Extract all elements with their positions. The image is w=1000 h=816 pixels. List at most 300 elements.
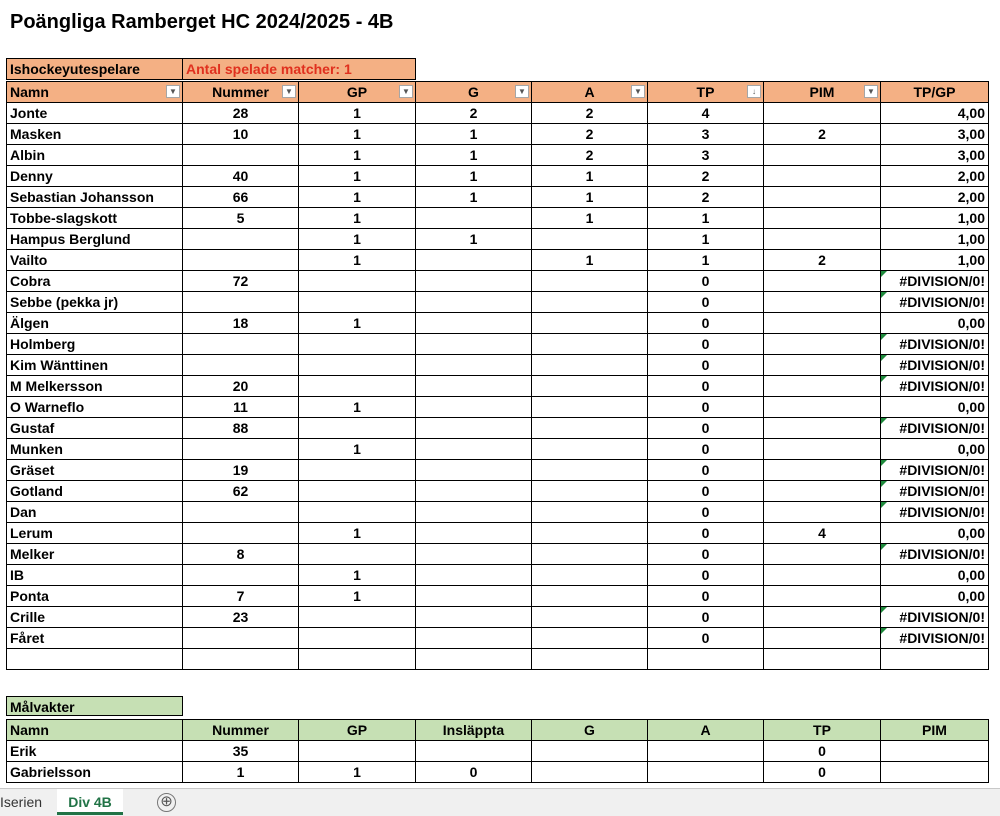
cell-g[interactable]: 1: [416, 187, 532, 208]
table-row: [7, 292, 989, 313]
cell-a[interactable]: 1: [532, 187, 648, 208]
cell-a[interactable]: [532, 565, 648, 586]
table-row: [7, 544, 989, 565]
cell-nummer[interactable]: 40: [183, 166, 299, 187]
cell-a[interactable]: [532, 481, 648, 502]
cell-namn[interactable]: Gotland: [7, 481, 183, 502]
cell-a[interactable]: [532, 313, 648, 334]
cell-tp-gp[interactable]: #DIVISION/0!: [881, 460, 989, 481]
error-indicator-icon: [881, 481, 887, 487]
cell-tp[interactable]: 0: [648, 418, 764, 439]
cell-tp-gp[interactable]: #DIVISION/0!: [881, 418, 989, 439]
cell-nummer[interactable]: 18: [183, 313, 299, 334]
table-row: [7, 586, 989, 607]
cell-g[interactable]: [416, 628, 532, 649]
cell-pim[interactable]: 2: [764, 250, 881, 271]
cell-pim[interactable]: [764, 628, 881, 649]
skaters-section-label[interactable]: Ishockeyutespelare: [7, 59, 183, 80]
cell-tp[interactable]: 0: [648, 523, 764, 544]
cell-pim[interactable]: [764, 166, 881, 187]
cell-a[interactable]: 2: [532, 103, 648, 124]
sheet-tab-bar: [0, 788, 1000, 816]
table-row: [7, 166, 989, 187]
cell-pim[interactable]: [764, 565, 881, 586]
cell-a[interactable]: 1: [532, 250, 648, 271]
cell-tp-gp[interactable]: #DIVISION/0!: [881, 502, 989, 523]
cell-gp[interactable]: [299, 271, 416, 292]
goalie-cell-insläppta[interactable]: [416, 741, 532, 762]
cell-tp-gp[interactable]: 1,00: [881, 208, 989, 229]
cell-tp[interactable]: 2: [648, 166, 764, 187]
cell-tp[interactable]: 1: [648, 250, 764, 271]
cell-gp[interactable]: [299, 502, 416, 523]
goalie-cell-gp[interactable]: 1: [299, 762, 416, 783]
goalie-cell-pim[interactable]: [881, 762, 989, 783]
cell-gp[interactable]: 1: [299, 523, 416, 544]
cell-namn[interactable]: Masken: [7, 124, 183, 145]
cell-pim[interactable]: 4: [764, 523, 881, 544]
cell-pim[interactable]: [764, 334, 881, 355]
filter-dropdown-icon[interactable]: ▼: [399, 85, 413, 98]
cell-pim[interactable]: [764, 418, 881, 439]
cell-tp-gp[interactable]: 0,00: [881, 397, 989, 418]
table-row: [7, 250, 989, 271]
column-header-tp[interactable]: [648, 82, 764, 103]
cell-gp[interactable]: [299, 376, 416, 397]
error-indicator-icon: [881, 607, 887, 613]
cell-g[interactable]: 1: [416, 166, 532, 187]
goalie-column-header-g[interactable]: G: [532, 720, 648, 741]
cell-tp[interactable]: 0: [648, 397, 764, 418]
cell-a[interactable]: 2: [532, 145, 648, 166]
cell-tp-gp[interactable]: 4,00: [881, 103, 989, 124]
cell-a[interactable]: 1: [532, 166, 648, 187]
cell-tp-gp[interactable]: #DIVISION/0!: [881, 271, 989, 292]
cell-gp[interactable]: 1: [299, 124, 416, 145]
cell-gp[interactable]: 1: [299, 103, 416, 124]
cell-tp[interactable]: 0: [648, 607, 764, 628]
table-row: [7, 649, 989, 670]
cell-g[interactable]: 1: [416, 145, 532, 166]
column-header-label: GP: [346, 84, 368, 100]
cell-g[interactable]: [416, 565, 532, 586]
cell-a[interactable]: [532, 460, 648, 481]
cell-nummer[interactable]: [183, 502, 299, 523]
cell-nummer[interactable]: 62: [183, 481, 299, 502]
cell-nummer[interactable]: 7: [183, 586, 299, 607]
cell-namn[interactable]: M Melkersson: [7, 376, 183, 397]
table-row: [7, 439, 989, 460]
error-indicator-icon: [881, 460, 887, 466]
cell-namn[interactable]: Dan: [7, 502, 183, 523]
cell-a[interactable]: [532, 649, 648, 670]
cell-namn[interactable]: Sebastian Johansson: [7, 187, 183, 208]
cell-a[interactable]: [532, 355, 648, 376]
goalies-section-label[interactable]: Målvakter: [6, 696, 183, 716]
cell-pim[interactable]: [764, 460, 881, 481]
cell-a[interactable]: [532, 376, 648, 397]
cell-a[interactable]: [532, 628, 648, 649]
cell-nummer[interactable]: 20: [183, 376, 299, 397]
goalie-cell-namn[interactable]: Erik: [7, 741, 183, 762]
cell-tp[interactable]: 0: [648, 544, 764, 565]
cell-pim[interactable]: [764, 187, 881, 208]
column-header-nummer[interactable]: [183, 82, 299, 103]
cell-tp[interactable]: 3: [648, 145, 764, 166]
cell-gp[interactable]: 1: [299, 439, 416, 460]
filter-dropdown-icon[interactable]: ▼: [282, 85, 296, 98]
cell-gp[interactable]: 1: [299, 586, 416, 607]
cell-tp-gp[interactable]: [881, 649, 989, 670]
cell-g[interactable]: 1: [416, 124, 532, 145]
cell-nummer[interactable]: [183, 523, 299, 544]
cell-namn[interactable]: IB: [7, 565, 183, 586]
cell-g[interactable]: [416, 355, 532, 376]
cell-pim[interactable]: [764, 607, 881, 628]
cell-gp[interactable]: 1: [299, 565, 416, 586]
table-row: [7, 628, 989, 649]
cell-nummer[interactable]: [183, 439, 299, 460]
filter-dropdown-icon[interactable]: ▼: [864, 85, 878, 98]
cell-namn[interactable]: Munken: [7, 439, 183, 460]
cell-namn[interactable]: Crille: [7, 607, 183, 628]
cell-pim[interactable]: [764, 397, 881, 418]
cell-tp[interactable]: 0: [648, 376, 764, 397]
cell-tp-gp[interactable]: 0,00: [881, 313, 989, 334]
goalie-column-header-pim[interactable]: PIM: [881, 720, 989, 741]
cell-tp-gp[interactable]: #DIVISION/0!: [881, 355, 989, 376]
error-indicator-icon: [881, 628, 887, 634]
cell-g[interactable]: [416, 607, 532, 628]
cell-pim[interactable]: [764, 313, 881, 334]
goalie-cell-gp[interactable]: [299, 741, 416, 762]
cell-nummer[interactable]: [183, 649, 299, 670]
cell-gp[interactable]: [299, 334, 416, 355]
cell-tp-gp[interactable]: 1,00: [881, 229, 989, 250]
cell-gp[interactable]: 1: [299, 397, 416, 418]
goalie-column-header-tp[interactable]: TP: [764, 720, 881, 741]
cell-nummer[interactable]: 8: [183, 544, 299, 565]
cell-pim[interactable]: [764, 355, 881, 376]
goalie-cell-pim[interactable]: [881, 741, 989, 762]
cell-pim[interactable]: [764, 439, 881, 460]
cell-nummer[interactable]: [183, 565, 299, 586]
goalie-cell-g[interactable]: [532, 741, 648, 762]
table-row: [7, 208, 989, 229]
cell-nummer[interactable]: [183, 250, 299, 271]
cell-tp-gp[interactable]: 2,00: [881, 187, 989, 208]
cell-a[interactable]: [532, 418, 648, 439]
goalie-column-header-namn[interactable]: Namn: [7, 720, 183, 741]
goalie-cell-tp[interactable]: 0: [764, 741, 881, 762]
cell-tp[interactable]: 0: [648, 502, 764, 523]
filter-dropdown-icon[interactable]: ▼: [631, 85, 645, 98]
cell-g[interactable]: 2: [416, 103, 532, 124]
cell-namn[interactable]: Hampus Berglund: [7, 229, 183, 250]
column-header-label: Nummer: [212, 84, 269, 100]
cell-gp[interactable]: 1: [299, 229, 416, 250]
cell-pim[interactable]: [764, 229, 881, 250]
cell-gp[interactable]: 1: [299, 313, 416, 334]
cell-pim[interactable]: [764, 649, 881, 670]
cell-g[interactable]: [416, 586, 532, 607]
cell-tp[interactable]: 1: [648, 229, 764, 250]
cell-tp[interactable]: 0: [648, 586, 764, 607]
cell-nummer[interactable]: [183, 628, 299, 649]
cell-g[interactable]: [416, 313, 532, 334]
cell-pim[interactable]: [764, 586, 881, 607]
cell-tp-gp[interactable]: #DIVISION/0!: [881, 376, 989, 397]
cell-gp[interactable]: [299, 460, 416, 481]
cell-nummer[interactable]: 5: [183, 208, 299, 229]
cell-namn[interactable]: O Warneflo: [7, 397, 183, 418]
cell-tp[interactable]: [648, 649, 764, 670]
cell-tp-gp[interactable]: 2,00: [881, 166, 989, 187]
cell-namn[interactable]: Tobbe-slagskott: [7, 208, 183, 229]
cell-g[interactable]: [416, 292, 532, 313]
cell-pim[interactable]: [764, 502, 881, 523]
cell-pim[interactable]: [764, 208, 881, 229]
cell-namn[interactable]: Gustaf: [7, 418, 183, 439]
cell-gp[interactable]: [299, 292, 416, 313]
cell-namn[interactable]: Fåret: [7, 628, 183, 649]
column-header-a[interactable]: [532, 82, 648, 103]
cell-nummer[interactable]: [183, 292, 299, 313]
cell-g[interactable]: [416, 544, 532, 565]
error-indicator-icon: [881, 292, 887, 298]
goalie-column-header-a[interactable]: A: [648, 720, 764, 741]
table-row: [7, 355, 989, 376]
cell-pim[interactable]: [764, 481, 881, 502]
cell-gp[interactable]: [299, 544, 416, 565]
cell-g[interactable]: [416, 250, 532, 271]
cell-g[interactable]: [416, 481, 532, 502]
cell-a[interactable]: [532, 229, 648, 250]
cell-tp[interactable]: 0: [648, 565, 764, 586]
cell-tp-gp[interactable]: 0,00: [881, 523, 989, 544]
cell-nummer[interactable]: 28: [183, 103, 299, 124]
goalie-column-header-insläppta[interactable]: Insläppta: [416, 720, 532, 741]
cell-tp-gp[interactable]: 0,00: [881, 565, 989, 586]
sheet-tab-div-4b[interactable]: Div 4B: [57, 789, 123, 815]
cell-tp-gp[interactable]: 3,00: [881, 124, 989, 145]
cell-a[interactable]: [532, 271, 648, 292]
cell-namn[interactable]: Holmberg: [7, 334, 183, 355]
cell-nummer[interactable]: 10: [183, 124, 299, 145]
cell-pim[interactable]: [764, 145, 881, 166]
filter-dropdown-icon[interactable]: ▼: [166, 85, 180, 98]
cell-namn[interactable]: Albin: [7, 145, 183, 166]
sheet-tab-iserien[interactable]: Iserien: [0, 794, 43, 810]
table-row: [7, 502, 989, 523]
error-indicator-icon: [881, 334, 887, 340]
cell-a[interactable]: [532, 334, 648, 355]
skaters-table: [6, 81, 989, 670]
cell-tp[interactable]: 0: [648, 292, 764, 313]
cell-g[interactable]: [416, 397, 532, 418]
filter-dropdown-icon[interactable]: ▼: [515, 85, 529, 98]
cell-namn[interactable]: Denny: [7, 166, 183, 187]
error-indicator-icon: [881, 376, 887, 382]
cell-tp[interactable]: 0: [648, 271, 764, 292]
cell-g[interactable]: [416, 271, 532, 292]
cell-tp[interactable]: 0: [648, 334, 764, 355]
cell-nummer[interactable]: 23: [183, 607, 299, 628]
cell-gp[interactable]: [299, 418, 416, 439]
column-header-label: TP: [696, 84, 715, 100]
cell-tp[interactable]: 3: [648, 124, 764, 145]
cell-g[interactable]: [416, 523, 532, 544]
column-header-label: Namn: [10, 84, 49, 100]
cell-gp[interactable]: 1: [299, 208, 416, 229]
skaters-section-header: [6, 58, 416, 80]
cell-gp[interactable]: [299, 649, 416, 670]
cell-gp[interactable]: 1: [299, 166, 416, 187]
goalie-cell-a[interactable]: [648, 741, 764, 762]
cell-g[interactable]: 1: [416, 229, 532, 250]
goalie-cell-nummer[interactable]: 35: [183, 741, 299, 762]
cell-pim[interactable]: [764, 376, 881, 397]
error-indicator-icon: [881, 271, 887, 277]
cell-nummer[interactable]: 11: [183, 397, 299, 418]
cell-namn[interactable]: [7, 649, 183, 670]
cell-g[interactable]: [416, 334, 532, 355]
column-header-tp-gp[interactable]: [881, 82, 989, 103]
cell-namn[interactable]: Melker: [7, 544, 183, 565]
cell-a[interactable]: [532, 544, 648, 565]
goalie-cell-g[interactable]: [532, 762, 648, 783]
cell-tp[interactable]: 4: [648, 103, 764, 124]
cell-a[interactable]: [532, 523, 648, 544]
cell-tp-gp[interactable]: 1,00: [881, 250, 989, 271]
cell-tp[interactable]: 2: [648, 187, 764, 208]
column-header-label: TP/GP: [913, 84, 956, 100]
goalies-table: [6, 719, 989, 783]
cell-namn[interactable]: Ponta: [7, 586, 183, 607]
cell-gp[interactable]: [299, 628, 416, 649]
cell-a[interactable]: [532, 586, 648, 607]
cell-a[interactable]: 2: [532, 124, 648, 145]
table-row: [7, 103, 989, 124]
cell-pim[interactable]: [764, 103, 881, 124]
cell-pim[interactable]: [764, 544, 881, 565]
cell-tp-gp[interactable]: #DIVISION/0!: [881, 334, 989, 355]
cell-a[interactable]: 1: [532, 208, 648, 229]
cell-g[interactable]: [416, 208, 532, 229]
goalie-column-header-nummer[interactable]: Nummer: [183, 720, 299, 741]
cell-tp-gp[interactable]: 3,00: [881, 145, 989, 166]
cell-nummer[interactable]: 19: [183, 460, 299, 481]
goalie-cell-namn[interactable]: Gabrielsson: [7, 762, 183, 783]
table-row: [7, 741, 989, 762]
table-row: [7, 523, 989, 544]
sort-filter-icon[interactable]: ↓: [747, 85, 761, 98]
cell-tp-gp[interactable]: #DIVISION/0!: [881, 292, 989, 313]
cell-g[interactable]: [416, 439, 532, 460]
cell-namn[interactable]: Lerum: [7, 523, 183, 544]
cell-a[interactable]: [532, 439, 648, 460]
cell-tp[interactable]: 0: [648, 460, 764, 481]
cell-pim[interactable]: [764, 271, 881, 292]
cell-nummer[interactable]: [183, 145, 299, 166]
cell-gp[interactable]: 1: [299, 145, 416, 166]
cell-nummer[interactable]: 66: [183, 187, 299, 208]
cell-tp-gp[interactable]: #DIVISION/0!: [881, 544, 989, 565]
cell-nummer[interactable]: [183, 355, 299, 376]
cell-namn[interactable]: Cobra: [7, 271, 183, 292]
goalies-header-row: [7, 720, 989, 741]
goalie-cell-nummer[interactable]: 1: [183, 762, 299, 783]
cell-namn[interactable]: Älgen: [7, 313, 183, 334]
add-sheet-icon[interactable]: ⊕: [157, 793, 176, 812]
cell-g[interactable]: [416, 418, 532, 439]
cell-tp-gp[interactable]: 0,00: [881, 439, 989, 460]
goalie-cell-insläppta[interactable]: 0: [416, 762, 532, 783]
cell-tp-gp[interactable]: 0,00: [881, 586, 989, 607]
cell-tp[interactable]: 0: [648, 439, 764, 460]
column-header-namn[interactable]: [7, 82, 183, 103]
table-row: [7, 124, 989, 145]
table-row: [7, 460, 989, 481]
cell-tp[interactable]: 0: [648, 481, 764, 502]
cell-a[interactable]: [532, 292, 648, 313]
goalie-cell-tp[interactable]: 0: [764, 762, 881, 783]
cell-gp[interactable]: 1: [299, 187, 416, 208]
cell-pim[interactable]: 2: [764, 124, 881, 145]
column-header-g[interactable]: [416, 82, 532, 103]
cell-gp[interactable]: 1: [299, 250, 416, 271]
cell-tp[interactable]: 1: [648, 208, 764, 229]
column-header-pim[interactable]: [764, 82, 881, 103]
cell-nummer[interactable]: 72: [183, 271, 299, 292]
goalie-column-header-gp[interactable]: GP: [299, 720, 416, 741]
cell-tp[interactable]: 0: [648, 313, 764, 334]
table-row: [7, 397, 989, 418]
cell-gp[interactable]: [299, 607, 416, 628]
matches-played-label[interactable]: Antal spelade matcher: 1: [183, 59, 416, 80]
cell-a[interactable]: [532, 607, 648, 628]
cell-tp-gp[interactable]: #DIVISION/0!: [881, 607, 989, 628]
cell-nummer[interactable]: 88: [183, 418, 299, 439]
cell-namn[interactable]: Jonte: [7, 103, 183, 124]
cell-tp-gp[interactable]: #DIVISION/0!: [881, 481, 989, 502]
cell-nummer[interactable]: [183, 334, 299, 355]
table-row: [7, 229, 989, 250]
cell-namn[interactable]: Kim Wänttinen: [7, 355, 183, 376]
cell-namn[interactable]: Sebbe (pekka jr): [7, 292, 183, 313]
cell-g[interactable]: [416, 649, 532, 670]
cell-namn[interactable]: Gräset: [7, 460, 183, 481]
table-row: [7, 418, 989, 439]
cell-a[interactable]: [532, 502, 648, 523]
column-header-gp[interactable]: [299, 82, 416, 103]
cell-a[interactable]: [532, 397, 648, 418]
cell-g[interactable]: [416, 376, 532, 397]
cell-g[interactable]: [416, 460, 532, 481]
cell-tp[interactable]: 0: [648, 355, 764, 376]
cell-namn[interactable]: Vailto: [7, 250, 183, 271]
cell-nummer[interactable]: [183, 229, 299, 250]
cell-gp[interactable]: [299, 481, 416, 502]
cell-tp[interactable]: 0: [648, 628, 764, 649]
cell-pim[interactable]: [764, 292, 881, 313]
cell-gp[interactable]: [299, 355, 416, 376]
table-row: [7, 271, 989, 292]
cell-g[interactable]: [416, 502, 532, 523]
goalie-cell-a[interactable]: [648, 762, 764, 783]
cell-tp-gp[interactable]: #DIVISION/0!: [881, 628, 989, 649]
error-indicator-icon: [881, 502, 887, 508]
